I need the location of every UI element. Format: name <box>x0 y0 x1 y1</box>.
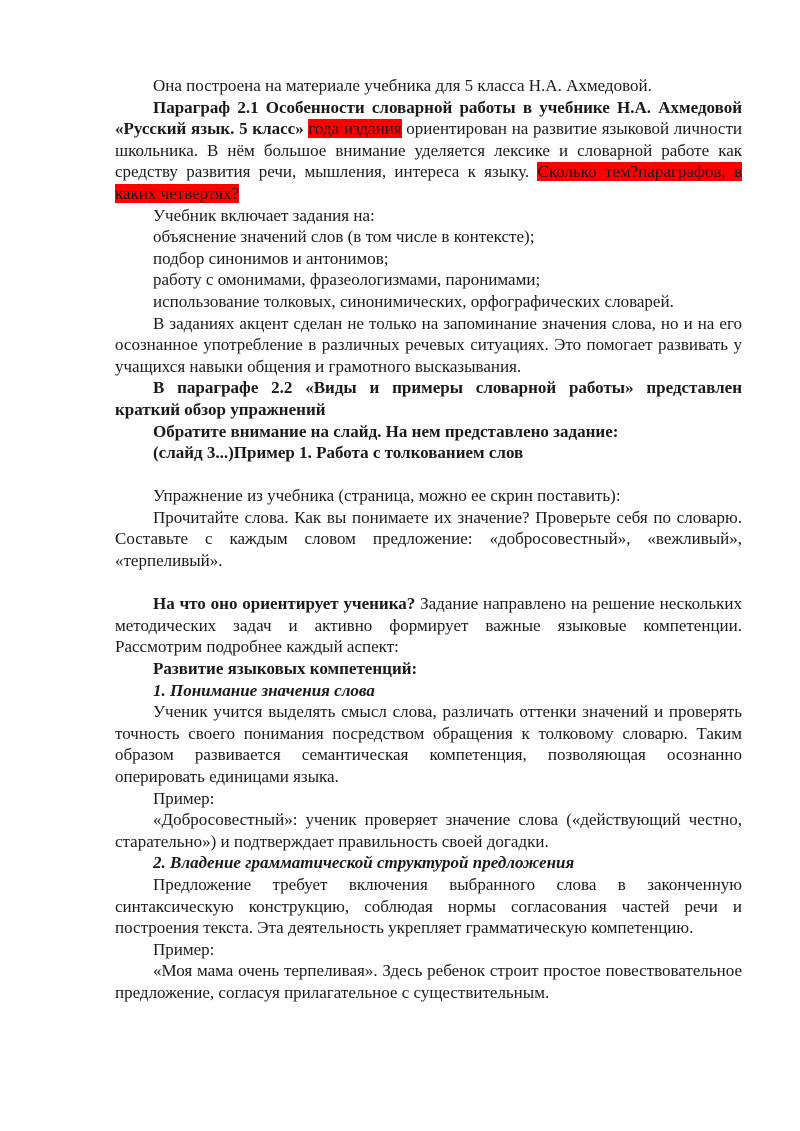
section-1-title: 1. Понимание значения слова <box>153 680 375 700</box>
section-1-text: Ученик учится выделять смысл слова, различать оттенки значений и проверять точность своего понимания посредством обращения к толковому словарю. Таким образом развивается семантическая компетенция, позволяющая осознанно оперировать единицами языка. <box>115 702 742 786</box>
paragraph-2-1 <box>115 97 742 205</box>
task-item: подбор синонимов и антонимов; <box>153 248 389 268</box>
section-2-text: Предложение требует включения выбранного слова в законченную синтаксическую конструкцию, соблюдая нормы согласования частей речи и построения текста. Эта деятельность укрепляет грамматическую компетенцию. <box>115 874 742 938</box>
task-item: использование толковых, синонимических, орфографических словарей. <box>153 291 674 311</box>
section-1-example: «Добросовестный»: ученик проверяет значение слова («действующий честно, старательно») и подтверждает правильность своей догадки. <box>115 810 742 851</box>
intro-paragraph: Она построена на материале учебника для 5 класса Н.А. Ахмедовой. <box>153 76 652 95</box>
accent-paragraph: В заданиях акцент сделан не только на запоминание значения слова, но и на его осознанное употребление в различных речевых ситуациях. Это помогает развивать у учащихся навыки общения и грамотного высказывания. <box>115 313 742 376</box>
example-1-title: (слайд 3...)Пример 1. Работа с толкованием слов <box>153 443 524 463</box>
blank-line <box>115 572 742 594</box>
exercise-label: Упражнение из учебника (страница, можно ее скрин поставить): <box>153 486 621 506</box>
slide-note: Обратите внимание на слайд. На нем представлено задание: <box>153 421 619 441</box>
example-label: Пример: <box>153 939 215 959</box>
development-heading: Развитие языковых компетенций: <box>153 659 418 679</box>
highlight-publication-year: года издания <box>308 119 402 139</box>
section-2-title: 2. Владение грамматической структурой предложения <box>153 853 575 873</box>
orientation-text: Задание направлено на решение нескольких методических задач и активно формирует важные языковые компетенции. Рассмотрим подробнее каждый аспект: <box>115 594 742 657</box>
paragraph-2-2-heading: В параграфе 2.2 «Виды и примеры словарной работы» представлен краткий обзор упражнений <box>115 378 742 419</box>
task-item: работу с омонимами, фразеологизмами, паронимами; <box>153 270 541 290</box>
paragraph-2-1-heading: Параграф 2.1 Особенности словарной работы в учебнике Н.А. Ахмедовой «Русский язык. 5 класс» <box>115 97 742 139</box>
orientation-paragraph <box>115 593 742 658</box>
highlight-question: Сколько тем?параграфов, в каких четвертях? <box>115 162 743 203</box>
blank-line <box>115 464 742 486</box>
example-label: Пример: <box>153 788 215 808</box>
orientation-question: На что оно ориентирует ученика? <box>153 594 416 614</box>
exercise-text: Прочитайте слова. Как вы понимаете их значение? Проверьте себя по словарю. Составьте с каждым словом предложение: «добросовестный», «вежливый», «терпеливый». <box>115 507 742 571</box>
section-2-example: «Моя мама очень терпеливая». Здесь ребенок строит простое повествовательное предложение, согласуя прилагательное с существительным. <box>115 961 742 1002</box>
paragraph-2-1-text: ориентирован на развитие языковой личности школьника. В нём большое внимание уделяется лексике и словарной работе как средству развития речи, мышления, интереса к языку. <box>115 119 742 182</box>
task-item: объяснение значений слов (в том числе в контексте); <box>153 227 535 247</box>
tasks-intro: Учебник включает задания на: <box>153 205 375 225</box>
